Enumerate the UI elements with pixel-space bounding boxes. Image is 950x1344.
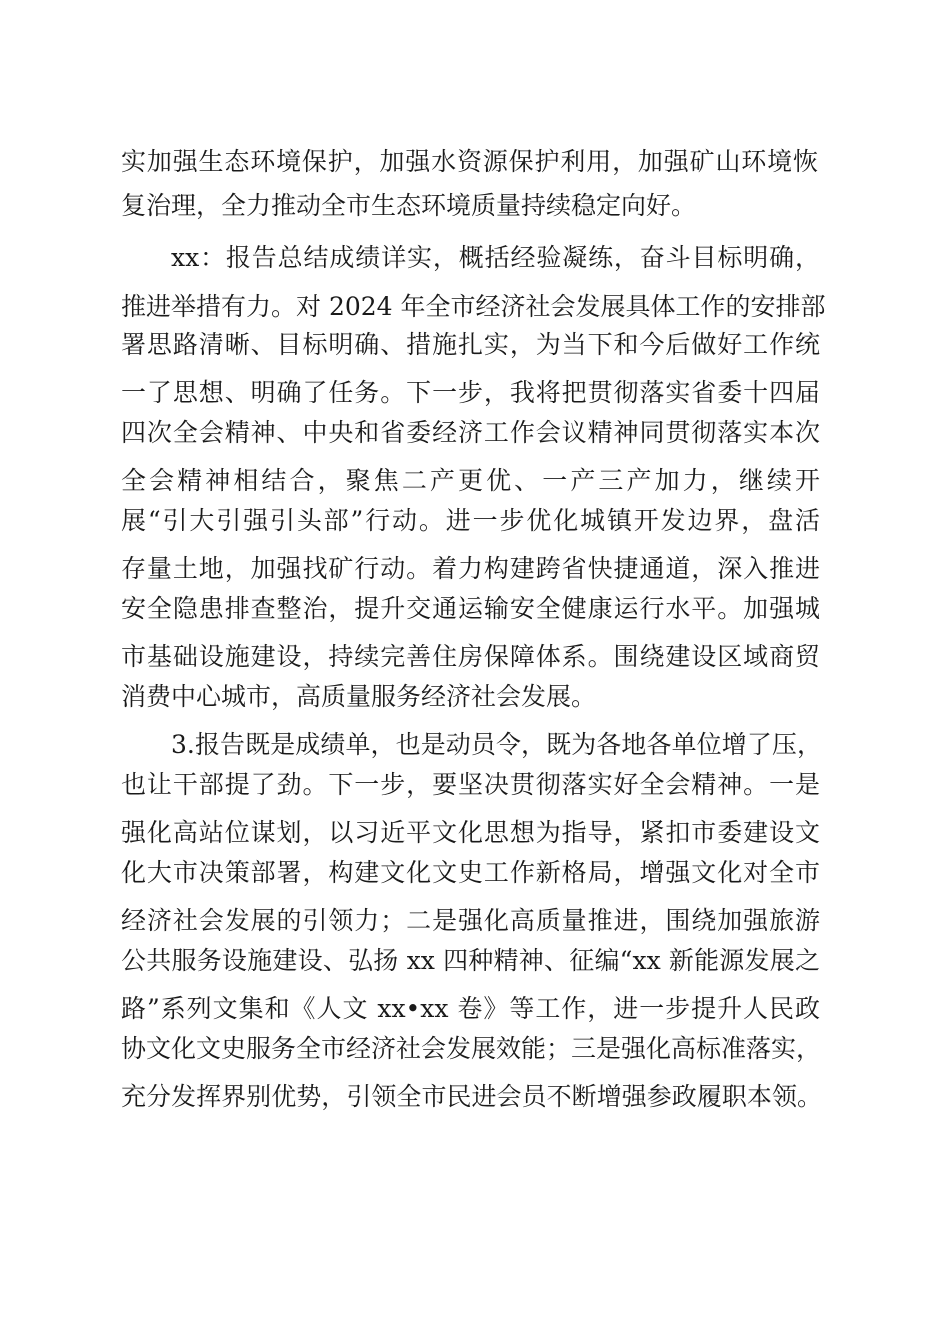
text-line: 安全隐患排查整治，提升交通运输安全健康运行水平。加强城 <box>121 594 820 623</box>
text-line: 一了思想、明确了任务。下一步，我将把贯彻落实省委十四届 <box>121 378 820 407</box>
text-line: 化大市决策部署，构建文化文史工作新格局，增强文化对全市 <box>121 858 820 887</box>
text-line: 3.报告既是成绩单，也是动员令，既为各地各单位增了压， <box>171 730 822 759</box>
text-line: 也让干部提了劲。下一步，要坚决贯彻落实好全会精神。一是 <box>121 770 820 799</box>
text-line: 公共服务设施建设、弘扬 xx 四种精神、征编“xx 新能源发展之 <box>121 946 820 975</box>
text-line: 复治理，全力推动全市生态环境质量持续稳定向好。 <box>121 191 697 220</box>
text-line: 协文化文史服务全市经济社会发展效能；三是强化高标准落实， <box>121 1034 822 1063</box>
text-line: 全会精神相结合，聚焦二产更优、一产三产加力，继续开 <box>121 466 820 495</box>
text-line: 实加强生态环境保护，加强水资源保护利用，加强矿山环境恢 <box>121 147 818 176</box>
text-line: xx：报告总结成绩详实，概括经验凝练，奋斗目标明确， <box>171 243 820 272</box>
text-line: 消费中心城市，高质量服务经济社会发展。 <box>121 682 597 711</box>
text-line: 经济社会发展的引领力；二是强化高质量推进，围绕加强旅游 <box>121 906 820 935</box>
text-line: 展“引大引强引头部”行动。进一步优化城镇开发边界，盘活 <box>121 506 820 535</box>
text-line: 路”系列文集和《人文 xx•xx 卷》等工作，进一步提升人民政 <box>121 994 820 1023</box>
text-line: 存量土地，加强找矿行动。着力构建跨省快捷通道，深入推进 <box>121 554 820 583</box>
text-line: 推进举措有力。对 2024 年全市经济社会发展具体工作的安排部 <box>121 292 826 321</box>
text-line: 充分发挥界别优势，引领全市民进会员不断增强参政履职本领。 <box>121 1082 822 1111</box>
text-line: 署思路清晰、目标明确、措施扎实，为当下和今后做好工作统 <box>121 330 820 359</box>
text-line: 四次全会精神、中央和省委经济工作会议精神同贯彻落实本次 <box>121 418 820 447</box>
text-line: 市基础设施建设，持续完善住房保障体系。围绕建设区域商贸 <box>121 642 820 671</box>
text-line: 强化高站位谋划，以习近平文化思想为指导，紧扣市委建设文 <box>121 818 820 847</box>
